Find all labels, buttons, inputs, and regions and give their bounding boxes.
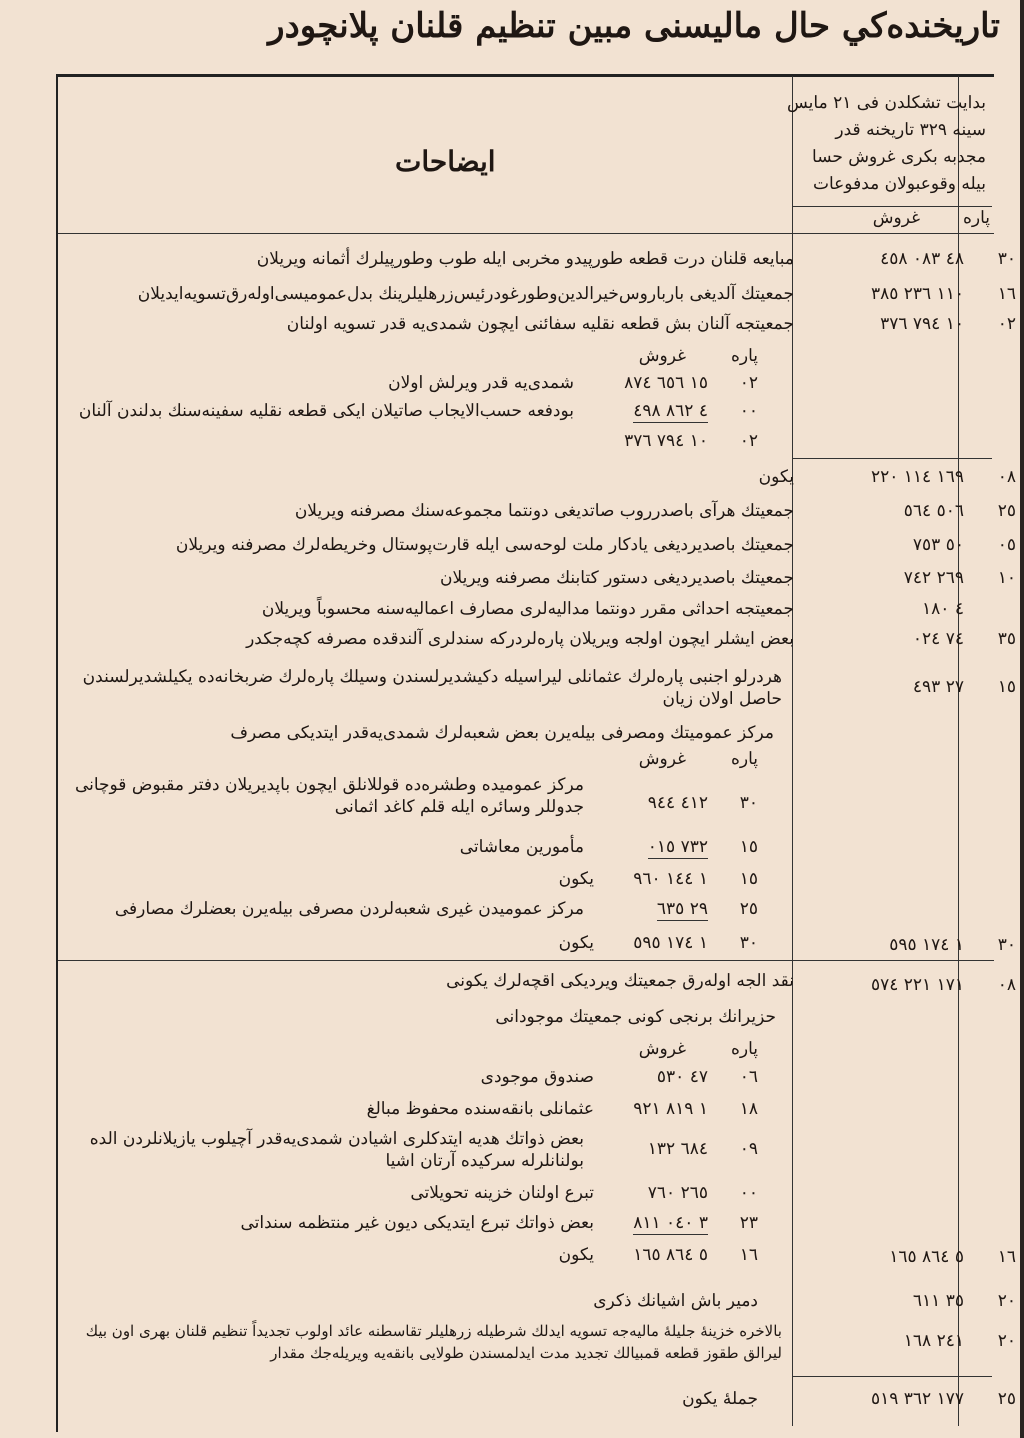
row-amount: ٢٦٩ ٧٤٢	[903, 568, 964, 588]
sub-amount: ٢٦٥ ٧٦٠	[647, 1183, 708, 1203]
sub-amount: ٧٣٢ ٠١٥	[647, 837, 708, 857]
row-description: جمعيتك باصديرديغى يادكار ملت لوحه‌سى ايله قارت‌پوستال وخريطه‌لرك مصرفنه ويريلان	[175, 535, 794, 555]
row-para: ٠٥	[997, 535, 1016, 555]
sub-head-kurush: غروش	[638, 1039, 686, 1059]
column-description-line: سينه ٣٢٩ تاريخنه قدر	[835, 120, 986, 140]
sub-description: مركز عموميدن غيرى شعبه‌لردن مصرفى بيلەيرن بعضلرك مصارفى	[114, 899, 584, 919]
sub-amount: ٤١٢ ٩٤٤	[647, 793, 708, 813]
row-amount: ٥٠ ٧٥٣	[912, 535, 964, 555]
sub-head-para: پاره	[730, 346, 758, 366]
amount-column-divider	[792, 76, 793, 1426]
grand-total-amount: ١٧٧ ٣٦٢ ٥١٩	[870, 1389, 964, 1409]
sub-amount: ٤ ٨٦٢ ٤٩٨	[633, 401, 708, 421]
sub-amount: ١ ١٤٤ ٩٦٠	[633, 869, 708, 889]
row-amount: ٥٠٦ ٥٦٤	[903, 501, 964, 521]
sub-para: ١٦	[739, 1245, 758, 1265]
kurush-unit-label: غروش	[872, 208, 920, 228]
row-para: ١٦	[997, 1247, 1016, 1267]
sub-para: ١٥	[739, 869, 758, 889]
sub-description: شمدى‌يه قدر ويرلش اولان	[388, 373, 574, 393]
row-amount: ٧٤ ٠٢٤	[912, 629, 964, 649]
sub-amount: ٣ ٠٤٠ ٨١١	[633, 1213, 708, 1233]
page-title: تاريخنده‌كي حال ماليسنى مبين تنظيم قلنان پلانچودر	[268, 6, 1000, 46]
column-description-line: بيله وقوعبولان مدفوعات	[812, 174, 986, 194]
section-rule	[58, 960, 994, 961]
row-amount: ٥ ٨٦٤ ١٦٥	[889, 1247, 964, 1267]
row-description: جمعيتك هرآى باصدرروب صاتديغى دونتما مجموعه‌سنك مصرفنه ويريلان	[294, 501, 794, 521]
row-description: بالاخره خزينهٔ جليلهٔ ماليه‌جه تسويه ايدلك شرطيله زرهليلر تقاسطنه عائد اولوب تجديداً تنظيم قلنان بهرى اون بيك ليرالق طقوز قطعه قمبيالك تجديد مدت ايدلمسندن طولايى بانقه‌يه ويريله‌جك مقدار	[85, 1322, 782, 1362]
sub-para: ٠٢	[739, 431, 758, 451]
sub-para: ١٥	[739, 837, 758, 857]
row-para: ٠٢	[997, 314, 1016, 334]
sub-para: ٣٠	[739, 933, 758, 953]
sub-head-para: پاره	[730, 749, 758, 769]
row-description: جمعيتك باصديرديغى دستور كتابنك مصرفنه ويريلان	[439, 568, 794, 588]
sub-head-para: پاره	[730, 1039, 758, 1059]
sub-amount: ١ ٨١٩ ٩٢١	[633, 1099, 708, 1119]
sub-description: عثمانلى بانقه‌سنده محفوظ مبالغ	[366, 1099, 594, 1119]
row-para: ٣٥	[997, 629, 1016, 649]
sub-para: ١٨	[739, 1099, 758, 1119]
row-description: هردرلو اجنبى پاره‌لرك عثمانلى ليراسيله دكيشديرلسندن وسيلك پاره‌لرك ضربخانه‌ده يكيلشديرلسندن حاصل اولان زيان	[82, 667, 782, 709]
sub-amount: ٢٩ ٦٣٥	[656, 899, 708, 919]
unit-rule	[792, 206, 992, 207]
header-rule	[58, 233, 994, 234]
row-description: يكون	[758, 467, 794, 487]
row-description: جمعيتجه احداثى مقرر دونتما مداليه‌لرى مصارف اعماليه‌سنه محسوباً ويريلان	[261, 599, 794, 619]
row-amount: ١٠ ٧٩٤ ٣٧٦	[880, 314, 964, 334]
row-amount: ٤٨ ٠٨٣ ٤٥٨	[880, 249, 964, 269]
sub-description: صندوق موجودى	[480, 1067, 594, 1087]
row-description: نقد الجه اولەرق جمعيتك ويرديكى اقچه‌لرك يكونى	[446, 971, 794, 991]
row-para: ٠٨	[997, 467, 1016, 487]
grand-total-rule	[792, 1376, 992, 1377]
sub-amount: ٥ ٨٦٤ ١٦٥	[633, 1245, 708, 1265]
sub-para: ٠٠	[739, 401, 758, 421]
row-para: ١٥	[997, 677, 1016, 697]
row-para: ١٦	[997, 284, 1016, 304]
sub-amount: ٦٨٤ ١٣٢	[647, 1139, 708, 1159]
row-description: جمعيتك آلديغى بارباروس‌خيرالدين‌وطورغود‌رئيس‌زرهليلرينك بدل‌عموميسى‌اولەرق‌تسويه‌ايديلان	[137, 284, 794, 304]
sub-description: مأمورين معاشاتى	[459, 837, 584, 857]
sub-description: يكون	[558, 869, 594, 889]
sub-amount: ٤٧ ٥٣٠	[656, 1067, 708, 1087]
row-para: ١٠	[997, 568, 1016, 588]
column-description	[786, 90, 986, 198]
column-description-line: بدايت تشكلدن فى ٢١ مايس	[786, 93, 986, 113]
row-description: جمعيتجه آلنان بش قطعه نقليه سفائنى ايچون شمدى‌يه قدر تسويه اولنان	[286, 314, 794, 334]
row-para: ٢٠	[997, 1291, 1016, 1311]
row-description: دمير باش اشيانك ذكرى	[593, 1291, 758, 1311]
row-description: بعض ايشلر ايچون اولجه ويريلان پاره‌لردركه سندلرى آلندقده مصرفه كچه‌جكدر	[246, 629, 794, 649]
row-amount: ٤ ١٨٠	[922, 599, 964, 619]
row-amount: ١١٠ ٢٣٦ ٣٨٥	[870, 284, 964, 304]
sub-para: ٠٢	[739, 373, 758, 393]
sub-description: بعض ذواتك تبرع ايتديكى ديون غير منتظمه سنداتى	[240, 1213, 594, 1233]
sub-description: مركز عموميده وطشره‌ده قوللانلق ايچون باپديريلان دفتر مقبوض قوچانى جدوللر وسائره ايله قلم كاغد اثمانى	[74, 775, 584, 817]
sub-description: بعض ذواتك هديه ايتدكلرى اشيادن شمدى‌يه‌قدر آچيلوب يازيلانلردن الده بولنانلرله سركيده آرتان اشيا	[89, 1129, 584, 1171]
explanations-heading: ايضاحات	[395, 145, 496, 178]
sub-head-kurush: غروش	[638, 346, 686, 366]
sub-para: ٠٠	[739, 1183, 758, 1203]
sub-para: ٢٥	[739, 899, 758, 919]
sub-para: ٣٠	[739, 793, 758, 813]
sub-para: ٠٩	[739, 1139, 758, 1159]
sub-amount: ١٠ ٧٩٤ ٣٧٦	[624, 431, 708, 451]
para-unit-label: پاره	[962, 208, 990, 228]
row-para: ٣٠	[997, 249, 1016, 269]
row-para: ٣٠	[997, 935, 1016, 955]
sub-description: تبرع اولنان خزينه تحويلاتى	[410, 1183, 594, 1203]
subtotal-rule	[792, 458, 992, 459]
row-para: ٠٨	[997, 975, 1016, 995]
row-para: ٢٠	[997, 1331, 1016, 1351]
sub-description: يكون	[558, 933, 594, 953]
sub-para: ٠٦	[739, 1067, 758, 1087]
row-amount: ١ ١٧٤ ٥٩٥	[889, 935, 964, 955]
column-description-line: مجدبه بكرى غروش حسا	[812, 147, 986, 167]
sub-description: يكون	[558, 1245, 594, 1265]
grand-total-para: ٢٥	[997, 1389, 1016, 1409]
row-para: ٢٥	[997, 501, 1016, 521]
sub-para: ٢٣	[739, 1213, 758, 1233]
row-amount: ٢٧ ٤٩٣	[912, 677, 964, 697]
page-edge	[1020, 0, 1024, 1438]
sub-intro: مركز عموميتك ومصرفى بيلەيرن بعض شعبه‌لرك شمدى‌يه‌قدر ايتديكى مصرف	[230, 723, 774, 743]
row-amount: ٣٥ ٦١١	[912, 1291, 964, 1311]
row-amount: ١٦٩ ١١٤ ٢٢٠	[870, 467, 964, 487]
sub-description: بودفعه حسب‌الايجاب صاتيلان ايكى قطعه نقليه سفينه‌سنك بدلندن آلنان	[78, 401, 574, 421]
sub-head-kurush: غروش	[638, 749, 686, 769]
row-amount: ٢٤١ ١٦٨	[903, 1331, 964, 1351]
sub-amount: ١٥ ٦٥٦ ٨٧٤	[624, 373, 708, 393]
sub-amount: ١ ١٧٤ ٥٩٥	[633, 933, 708, 953]
row-description: مبايعه قلنان درت قطعه طورپيدو مخربى ايله طوب وطورپيلرك أثمانه ويريلان	[256, 249, 794, 269]
row-amount: ١٧١ ٢٢١ ٥٧٤	[870, 975, 964, 995]
grand-total-label: جملهٔ يكون	[682, 1389, 758, 1409]
sub-intro: حزيرانك برنجى كونى جمعيتك موجودانى	[495, 1007, 776, 1027]
para-column-divider	[958, 76, 959, 1426]
